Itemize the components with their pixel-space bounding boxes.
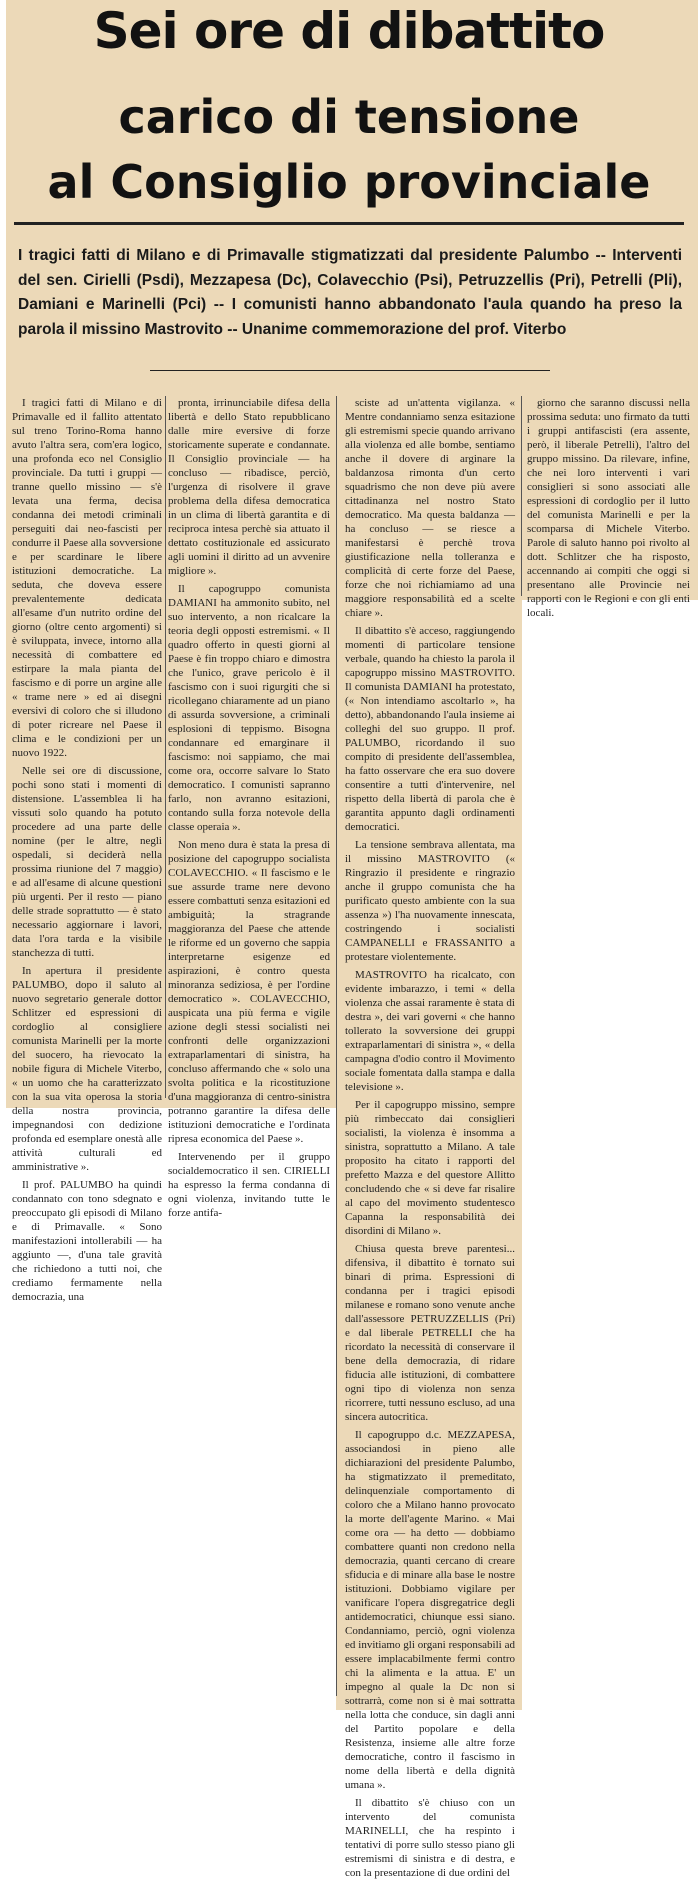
paragraph: Per il capogruppo missino, sempre più rimbeccato dai consiglieri socialisti, la violenza è insomma a sinistra, soprattutto a Milano. A tale proposito ha citato i rapporti del prefetto Mazza e del questore Allitto concludendo che « si deve far risalire al capo del movimento studentesco Capanna la responsabilità dei disordini di Milano ». — [345, 1099, 515, 1237]
paragraph: giorno che saranno discussi nella prossima seduta: uno firmato da tutti i gruppi antifascisti (era assente, però, il liberale Petrelli), l'altro del gruppo missino. Da rilevare, infine, che nei loro interventi i vari consiglieri si sono associati alle espressioni di cordoglio per il lutto del comunista Marinelli e per la scomparsa di Michele Viterbo. Parole di saluto hanno poi rivolto al dott. Schlitzer che ha risposto, accennando ai compiti che oggi si presentano alle Provincie nei rapporti con le Regioni e con gli enti locali. — [527, 397, 690, 619]
article-column-3 — [345, 396, 515, 1879]
column-divider — [521, 396, 522, 596]
paragraph: Il capogruppo comunista DAMIANI ha ammonito subito, nel suo intervento, a non ricalcare la teoria degli opposti estremismi. « Il quadro offerto in questi giorni al Paese è fin troppo chiaro e dimostra che l'unico, grave pericolo è il fascismo con i suoi rigurgiti che si ricollegano chiaramente ad un piano di assurda sovversione, a criminali esplosioni di teppismo. Bisogna condannare ed emarginare il fascismo: noi sappiamo, che mai come ora, occorre salvare lo Stato democratico. I comunisti sapranno farlo, non avranno esitazioni, contando sulla forza notevole della classe operaia ». — [168, 583, 330, 833]
headline-rule — [14, 222, 684, 225]
paragraph: I tragici fatti di Milano e di Primavalle ed il fallito attentato sul treno Torino-Roma hanno avuto l'altra sera, com'era logico, una profonda eco nel Consiglio provinciale. Da tutti i gruppi — tranne quello missino — s'è levata una ferma, decisa condanna dei metodi criminali perseguiti dai neo-fascisti per condurre il Paese alla sovversione e per scardinare le libere istituzioni democratiche. La seduta, che doveva essere prevalentemente dedicata all'esame d'un nutrito ordine del giorno (oltre cento argomenti) si è sviluppata, invece, intorno alla necessità di combattere ed estirpare la mala pianta del fascismo e di porre un argine alle « trame nere » ed ai disegni eversivi di coloro che si illudono di poter ricreare nel Paese il clima e le condizioni per un nuovo 1922. — [12, 397, 162, 759]
paragraph: In apertura il presidente PALUMBO, dopo il saluto al nuovo segretario generale dottor Schlitzer ed espressioni di cordoglio al consigliere comunista Marinelli per la morte del suocero, ha rievocato la nobile figura di Michele Viterbo, « un uomo che ha caratterizzato con la sua vita operosa la storia della nostra provincia, impegnandosi con dedizione profonda ed esemplare onestà alle attività culturali ed amministrative ». — [12, 965, 162, 1173]
column-divider — [336, 396, 337, 1696]
article-column-4 — [527, 396, 690, 619]
column-divider — [165, 396, 166, 1098]
headline-line-1: Sei ore di dibattito — [93, 2, 605, 60]
paragraph: Il dibattito s'è chiuso con un intervento del comunista MARINELLI, che ha respinto i tentativi di porre sullo stesso piano gli estremismi di sinistra e di destra, e con la presentazione di due ordini del — [345, 1797, 515, 1879]
paragraph: MASTROVITO ha ricalcato, con evidente imbarazzo, i temi « della violenza che assai raramente è stata di destra », dei vari governi « che hanno tollerato la sovversione dei gruppi extraparlamentari di sinistra », « della campagna d'odio contro il Movimento sociale fomentata dalla stampa e dalla televisione ». — [345, 969, 515, 1093]
article-column-2 — [168, 396, 330, 1219]
paragraph: Intervenendo per il gruppo socialdemocratico il sen. CIRIELLI ha espresso la ferma condanna di ogni violenza, invitando tutte le forze antifa- — [168, 1151, 330, 1219]
paragraph: Il capogruppo d.c. MEZZAPESA, associandosi in pieno alle dichiarazioni del presidente Palumbo, ha stigmatizzato il premeditato, delinquenziale comportamento di coloro che a Milano hanno provocato la morte dell'agente Marino. « Mai come ora — ha detto — dobbiamo combattere quanti non credono nella democrazia, quanti cercano di creare sfiducia e di minare alla base le nostre istituzioni. Dobbiamo vigilare per vanificare l'opera disgregatrice degli antidemocratici, chiunque essi siano. Condanniamo, perciò, ogni violenza ed invitiamo gli organi responsabili ad essere implacabilmente fermi contro chi la alimenta e la attua. E' un impegno al quale la Dc non si sottrarrà, come non si è mai sottratta nella lotta che conduce, sin dagli anni del Partito popolare e della Resistenza, insieme alle altre forze democratiche, contro il fascismo in nome della libertà e della dignità umana ». — [345, 1429, 515, 1791]
paragraph: Il dibattito s'è acceso, raggiungendo momenti di particolare tensione verbale, quando ha chiesto la parola il capogruppo missino MASTROVITO. Il comunista DAMIANI ha protestato, (« Non intendiamo ascoltarlo », ha detto), abbandonando l'aula insieme ai colleghi del suo gruppo. Il prof. PALUMBO, ricordando il suo compito di presidente dell'assemblea, ha fatto osservare che era suo dovere consentire a tutti d'intervenire, nel rispetto della libertà di parola che è garantita appunto dagli ordinamenti democratici. — [345, 625, 515, 833]
paragraph: sciste ad un'attenta vigilanza. « Mentre condanniamo senza esitazione gli estremismi specie quando arrivano alla violenza ed alle bombe, sentiamo anche il dovere di arginare la baldanzosa rimonta d'un certo squadrismo che non deve più avere cittadinanza nel nostro Stato democratico. Ma questa baldanza — ha concluso — se riesce a manifestarsi è perchè trova giustificazione nella tolleranza e complicità di certe forze del Paese, forze che noi richiamiamo ad una maggiore responsabilità ed a scelte chiare ». — [345, 397, 515, 619]
headline-line-2: carico di tensione — [118, 90, 580, 144]
article-column-1 — [12, 396, 162, 1303]
paragraph: Nelle sei ore di discussione, pochi sono stati i momenti di distensione. L'assemblea li ha vissuti solo quando ha potuto procedere ad una parte delle nomine (per le altre, negli ospedali, si deciderà nella prossima riunione del 7 maggio) e ad all'esame di alcune questioni più urgenti. Per il resto — piano delle strade soprattutto — è stato necessario aggiornare i lavori, data l'ora tarda e la visibile stanchezza di tutti. — [12, 765, 162, 959]
paragraph: pronta, irrinunciabile difesa della libertà e dello Stato repubblicano dalle mire eversive di forze storicamente superate e condannate. Il Consiglio provinciale — ha concluso — ribadisce, perciò, l'urgenza di risolvere il grave problema della difesa democratica in un clima di libertà garantita e di reciproca intesa perchè sia attuato il dettato costituzionale ed assicurato agli uomini il diritto ad un avvenire migliore ». — [168, 397, 330, 577]
headline-line-3: al Consiglio provinciale — [47, 155, 651, 209]
paragraph: Il prof. PALUMBO ha quindi condannato con tono sdegnato e preoccupato gli episodi di Milano e di Primavalle. « Sono manifestazioni intollerabili — ha aggiunto —, d'una tale gravità che richiedono a tutti noi, che crediamo fermamente nella democrazia, una — [12, 1179, 162, 1303]
paragraph: Chiusa questa breve parentesi... difensiva, il dibattito è tornato sui binari di prima. Espressioni di condanna per i tragici episodi milanese e romano sono venute anche dall'assessore PETRUZZELLIS (Pri) e dal liberale PETRELLI che ha ricordato la necessità di conservare il bene della democrazia, di ridare fiducia alle istituzioni, di combattere ogni tipo di violenza non senza ricorrere, tutti nessuno escluso, ad una sincera autocritica. — [345, 1243, 515, 1423]
paragraph: Non meno dura è stata la presa di posizione del capogruppo socialista COLAVECCHIO. « Il fascismo e le sue assurde trame nere devono essere combattuti senza esitazioni ed ambiguità; la stragrande maggioranza del Paese che attende le riforme ed un governo che sappia interpretarne esigenze ed aspirazioni, è contro questa minoranza sediziosa, è per l'ordine democratico ». COLAVECCHIO, auspicata una più ferma e vigile azione degli stessi socialisti nei confronti delle organizzazioni extraparlamentari di sinistra, ha concluso affermando che « solo una svolta politica e la ricostituzione d'una maggioranza di centro-sinistra potranno garantire la difesa delle istituzioni democratiche e l'ordinata ripresa economica del Paese ». — [168, 839, 330, 1145]
article-summary: I tragici fatti di Milano e di Primavalle stigmatizzati dal presidente Palumbo -- Interventi del sen. Cirielli (Psdi), Mezzapesa (Dc), Colavecchio (Psi), Petruzzellis (Pri), Petrelli (Pli), Damiani e Marinelli (Pci) -- I comunisti hanno abbandonato l'aula quando ha preso la parola il missino Mastrovito -- Unanime commemorazione del prof. Viterbo — [18, 247, 682, 338]
summary-rule — [150, 370, 550, 371]
paragraph: La tensione sembrava allentata, ma il missino MASTROVITO (« Ringrazio il presidente e ringrazio anche il gruppo comunista che ha purificato questo ambiente con la sua assenza ») l'ha nuovamente innescata, costringendo i socialisti CAMPANELLI e FRASSANITO a protestare violentemente. — [345, 839, 515, 963]
